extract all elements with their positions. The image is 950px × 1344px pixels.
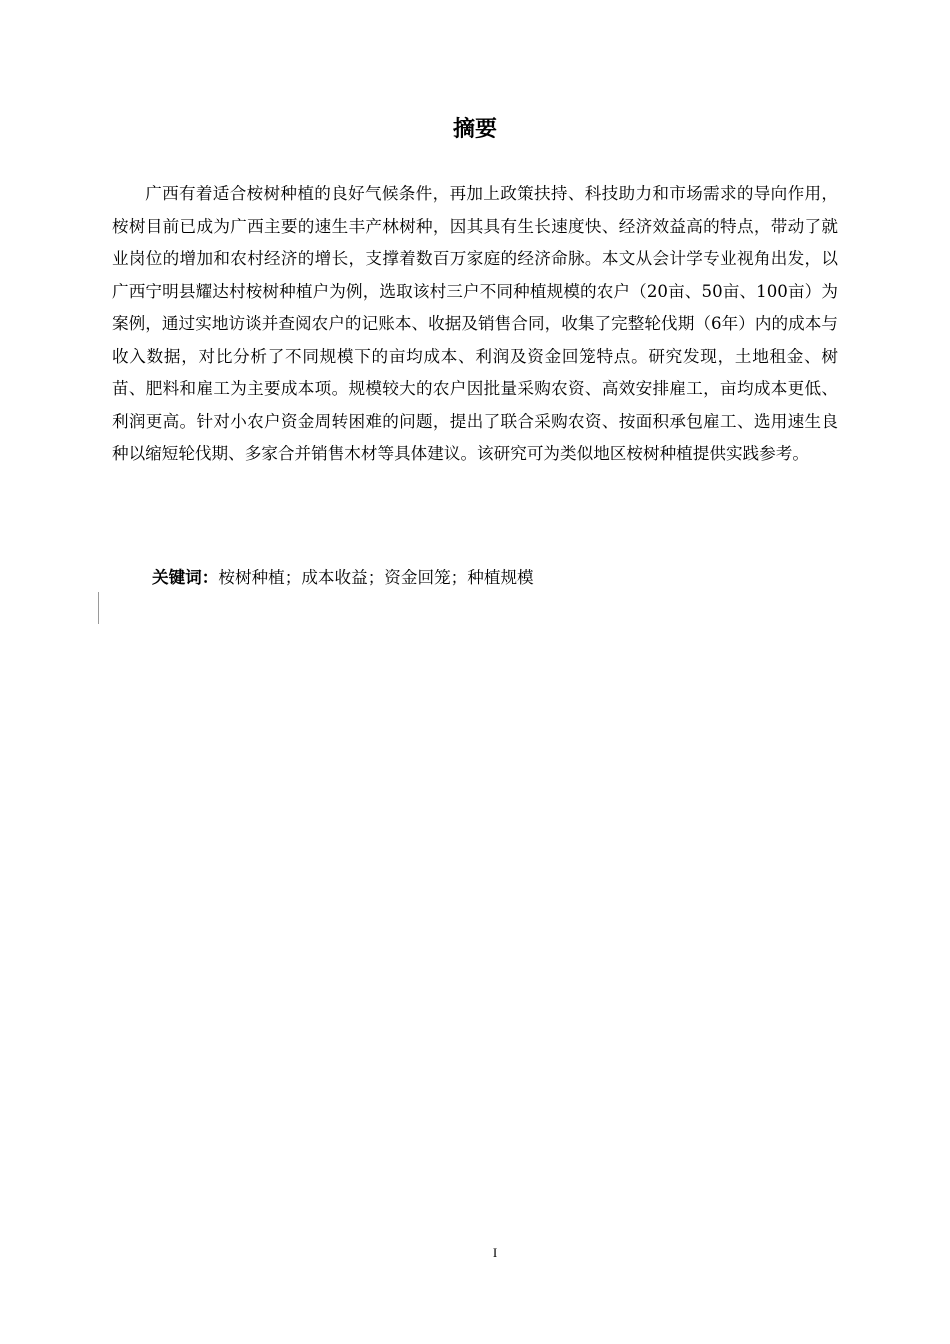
- keywords-label: 关键词：: [152, 568, 219, 587]
- abstract-title: 摘要: [452, 117, 497, 142]
- keywords-line: [152, 563, 852, 593]
- abstract-body: 广西有着适合桉树种植的良好气候条件，再加上政策扶持、科技助力和市场需求的导向作用，桉树目前已成为广西主要的速生丰产林树种，因其具有生长速度快、经济效益高的特点，带动了就业岗位的增加和农村经济的增长，支撑着数百万家庭的经济命脉。本文从会计学专业视角出发，以广西宁明县耀达村桉树种植户为例，选取该村三户不同种植规模的农户（20亩、50亩、100亩）为案例，通过实地访谈并查阅农户的记账本、收据及销售合同，收集了完整轮伐期（6年）内的成本与收入数据，对比分析了不同规模下的亩均成本、利润及资金回笼特点。研究发现，土地租金、树苗、肥料和雇工为主要成本项。规模较大的农户因批量采购农资、高效安排雇工，亩均成本更低、利润更高。针对小农户资金周转困难的问题，提出了联合采购农资、按面积承包雇工、选用速生良种以缩短轮伐期、多家合并销售木材等具体建议。该研究可为类似地区桉树种植提供实践参考。: [112, 184, 838, 463]
- page-number: I: [492, 1245, 498, 1260]
- keywords-values: 桉树种植；成本收益；资金回笼；种植规模: [218, 568, 534, 587]
- text-cursor: [98, 592, 99, 624]
